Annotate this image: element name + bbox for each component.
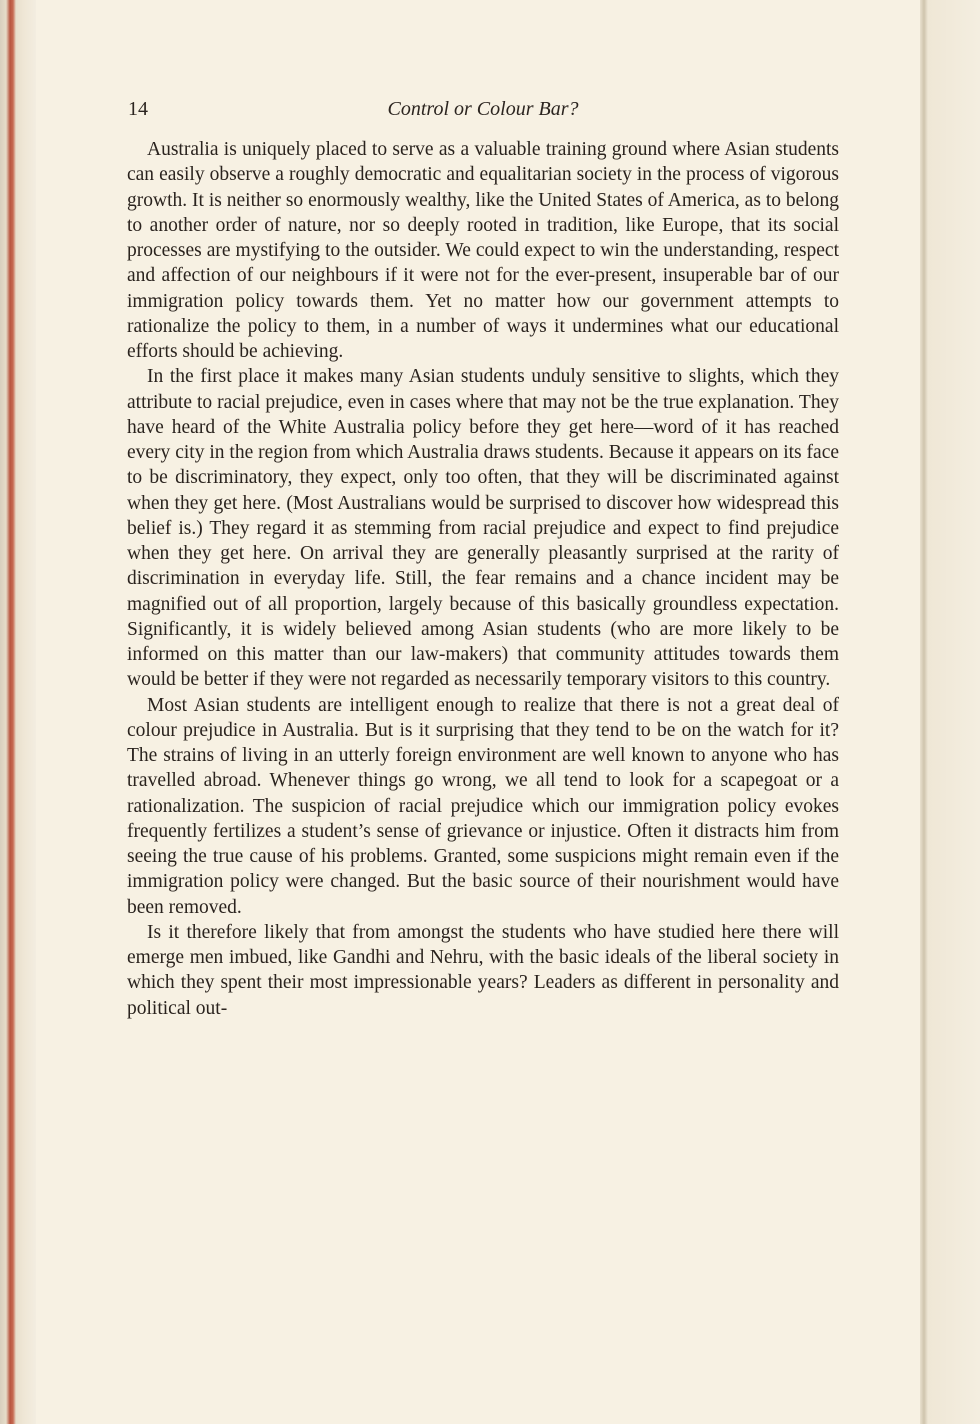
- paragraph-3: Most Asian students are intelligent enough to realize that there is not a great deal of colour prejudice in Australia. But is it surprising that they tend to be on the watch for it? The strains of living in an utterly foreign environment are well known to anyone who has travelled abroad. Whenever things go wrong, we all tend to look for a scapegoat or a rationalization. The suspicion of racial prejudice which our immigration policy evokes frequently fertilizes a student’s sense of grievance or injustice. Often it distracts him from seeing the true cause of his problems. Granted, some suspicions might remain even if the immigration policy were changed. But the basic source of their nourishment would have been removed.: [127, 694, 839, 918]
- paragraph-1: Australia is uniquely placed to serve as a valuable training ground where Asian students can easily observe a roughly democratic and equalitarian society in the process of vigorous growth. It is neither so enormously wealthy, like the United States of America, as to belong to another order of nature, nor so deeply rooted in tradition, like Europe, that its social processes are mystifying to the outsider. We could expect to win the understanding, respect and affection of our neighbours if it were not for the ever-present, insuperable bar of our immigration policy towards them. Yet no matter how our government attempts to rationalize the policy to them, in a number of ways it undermines what our educational efforts should be achieving.: [127, 139, 839, 362]
- facing-page-edge: [920, 0, 980, 1424]
- body-text: [127, 137, 839, 1021]
- paragraph-2: In the first place it makes many Asian students unduly sensitive to slights, which they attribute to racial prejudice, even in cases where that may not be the true explanation. They have heard of the White Australia policy before they get here—word of it has reached every city in the region from which Australia draws students. Because it appears on its face to be discriminatory, they expect, only too often, that they will be discriminated against when they get here. (Most Australians would be surprised to discover how widespread this belief is.) They regard it as stemming from racial prejudice and expect to find prejudice when they get here. On arrival they are generally pleasantly surprised at the rarity of discrimination in everyday life. Still, the fear remains and a chance incident may be magnified out of all proportion, largely because of this basically groundless expectation. Significantly, it is widely believed among Asian students (who are more likely to be informed on this matter than our law-makers) that community attitudes towards them would be better if they were not regarded as necessarily temporary visitors to this country.: [127, 366, 839, 691]
- book-spine-gutter: [0, 0, 36, 1424]
- running-title: Control or Colour Bar?: [387, 98, 579, 120]
- paragraph-4: Is it therefore likely that from amongst the students who have studied here there will emerge men imbued, like Gandhi and Nehru, with the basic ideals of the liberal society in which they spent their most impressionable years? Leaders as different in personality and political out-: [127, 921, 839, 1019]
- page-header: [128, 98, 838, 124]
- page-number: 14: [128, 98, 148, 120]
